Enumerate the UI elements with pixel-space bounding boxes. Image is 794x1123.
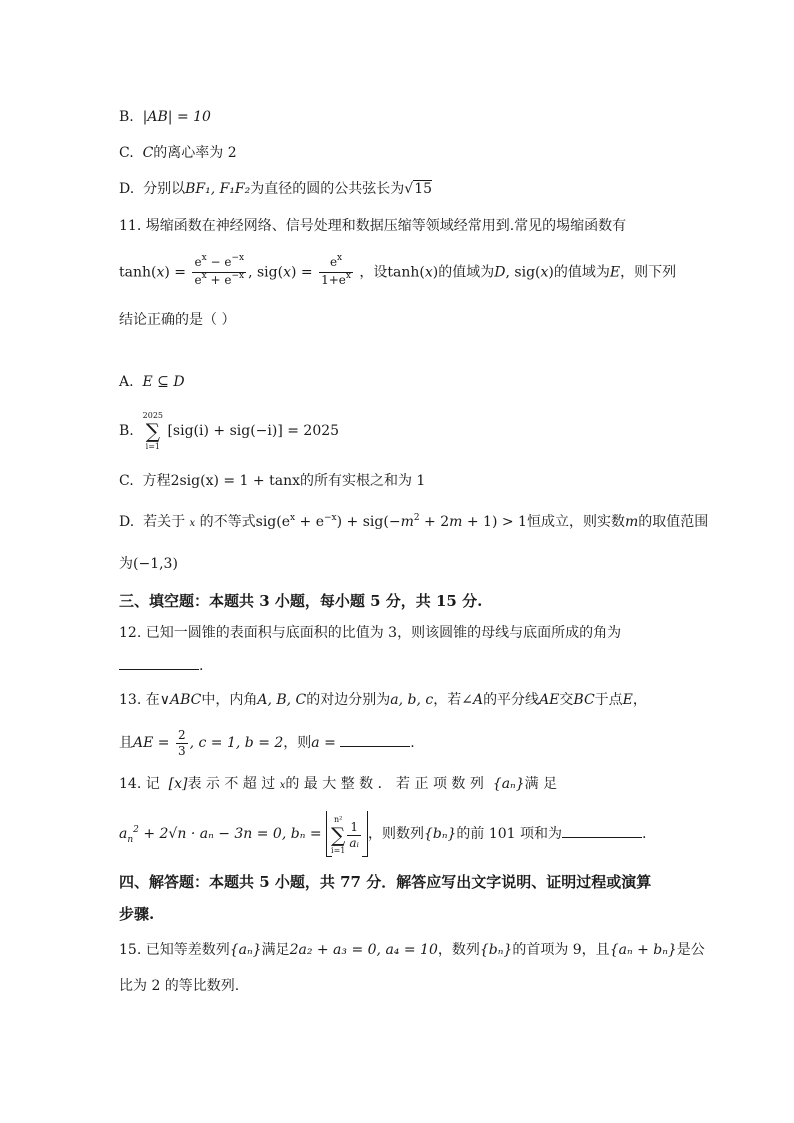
- fraction: $\frac{e^x}{1+e^x}$: [321, 253, 351, 287]
- answer-blank: [119, 655, 199, 670]
- question-text: 的值域为: [438, 264, 495, 281]
- option-prefix: C.: [119, 473, 134, 489]
- question-text: 结论正确的是（ ）: [119, 312, 236, 328]
- option-text: 若关于: [143, 514, 186, 530]
- question-15: 15. 已知等差数列{aₙ}满足2a₂ + a₃ = 0, a₄ = 10，数列{bₙ}的首项为 9，且{aₙ + bₙ}是公: [119, 942, 705, 958]
- option-text: 为: [119, 556, 133, 572]
- section-heading: 三、填空题：本题共 3 小题，每小题 5 分，共 15 分.: [119, 592, 483, 610]
- question-11-stem-2: [119, 309, 235, 331]
- option-text: 方程: [142, 473, 171, 489]
- option-text: 恒成立，则实数: [526, 514, 625, 530]
- option-prefix: B.: [119, 109, 134, 125]
- question-text: 12. 已知一圆锥的表面积与底面积的比值为 3，则该圆锥的母线与底面所成的角为: [119, 625, 622, 641]
- answer-blank: [340, 732, 410, 747]
- option-prefix: C.: [119, 145, 134, 161]
- floor-bracket: n² ∑ i=1 $\frac{1}{\text{aᵢ}}$: [326, 811, 368, 857]
- math-expression: 2sig(x) = 1 + tanx: [170, 473, 300, 489]
- option-prefix: D.: [119, 514, 135, 530]
- section-heading-2: 步骤.: [119, 905, 155, 923]
- question-text: 11. 埸缩函数在神经网络、信号处理和数据压缩等领域经常用到.常见的埸缩函数有: [119, 218, 627, 234]
- answer-blank: [562, 823, 642, 838]
- q11-option-b: [119, 410, 339, 452]
- section-heading: 四、解答题：本题共 5 小题，共 77 分．解答应写出文字说明、证明过程或演算: [119, 873, 652, 891]
- question-13-line2: 且AE = $\frac{2}{3}$ , c = 1, b = 2，则a = .: [119, 727, 415, 758]
- math-variable: C: [142, 145, 154, 161]
- math-expression: BF₁, F₁F₂: [185, 181, 251, 197]
- question-11-formula: tanh(x) = $\frac{e^x - e^{-x}}{e^x + e^{-x}}$ , sig(x) = $\frac{e^x}{1+e^x}$ ，设tanh(x)的值域为D, sig(x)的值域为E，则下列: [119, 255, 676, 290]
- option-text: 分别以: [143, 181, 186, 197]
- question-14-line2: $a_n^2 + 2√n \cdot a_n - 3n = 0$, bₙ = n² ∑ i=1 $\frac{1}{\text{aᵢ}}$ ，则数列{bₙ}的前 101 项和为 .: [119, 810, 646, 860]
- math-function: tanh: [119, 264, 152, 281]
- q11-option-d: D. 若关于 x 的不等式$sig(e^x + e^{-x}) + sig(-m^2 + 2m + 1) > 1$恒成立，则实数m的取值范围: [119, 513, 709, 530]
- option-text: 的取值范围: [638, 514, 709, 530]
- question-12-blank: .: [119, 655, 203, 677]
- option-prefix: B.: [119, 423, 134, 439]
- question-12: [119, 622, 621, 644]
- fraction: $\frac{1}{\text{aᵢ}}$: [349, 819, 359, 850]
- option-text: 的不等式: [199, 514, 256, 530]
- option-prefix: D.: [119, 181, 135, 197]
- question-14: 14. 记 [x]表 示 不 超 过 x的 最 大 整 数 ． 若 正 项 数 列 {aₙ}满 足: [119, 776, 558, 792]
- q11-option-c: [119, 470, 425, 492]
- option-text: 的所有实根之和为 1: [299, 473, 426, 489]
- math-expression: (−1,3): [133, 556, 178, 572]
- question-11-stem: [119, 215, 626, 237]
- option-prefix: A.: [119, 374, 134, 390]
- question-text: ，则下列: [620, 264, 677, 281]
- option-d-row: D. 分别以BF₁, F₁F₂为直径的圆的公共弦长为√15: [119, 181, 433, 197]
- question-13: 13. 在∨ABC中，内角A, B, C的对边分别为a, b, c，若∠A的平分线AE交BC于点E，: [119, 692, 647, 708]
- math-expression: |AB| = 10: [142, 109, 211, 125]
- option-text: 为直径的圆的公共弦长为: [250, 181, 405, 197]
- sqrt-expression: 15: [414, 181, 433, 197]
- question-text: ，设: [359, 264, 388, 281]
- math-expression: E ⊆ D: [142, 374, 185, 390]
- option-b-row: [119, 106, 211, 128]
- fraction: $\frac{e^x - e^{-x}}{e^x + e^{-x}}$: [194, 253, 245, 287]
- question-15-line2: 比为 2 的等比数列.: [119, 978, 240, 994]
- question-text: 的值域为: [553, 264, 610, 281]
- math-function: sig: [257, 264, 278, 281]
- fraction: $\frac{2}{3}$: [177, 727, 186, 758]
- sum-symbol: 2025 ∑ i=1: [142, 411, 164, 451]
- math-expression: [sig(i) + sig(−i)] = 2025: [167, 423, 340, 439]
- q11-option-d-2: [119, 553, 178, 575]
- q11-option-a: [119, 371, 185, 393]
- option-text: 的离心率为 2: [153, 145, 237, 161]
- option-c-row: [119, 142, 237, 164]
